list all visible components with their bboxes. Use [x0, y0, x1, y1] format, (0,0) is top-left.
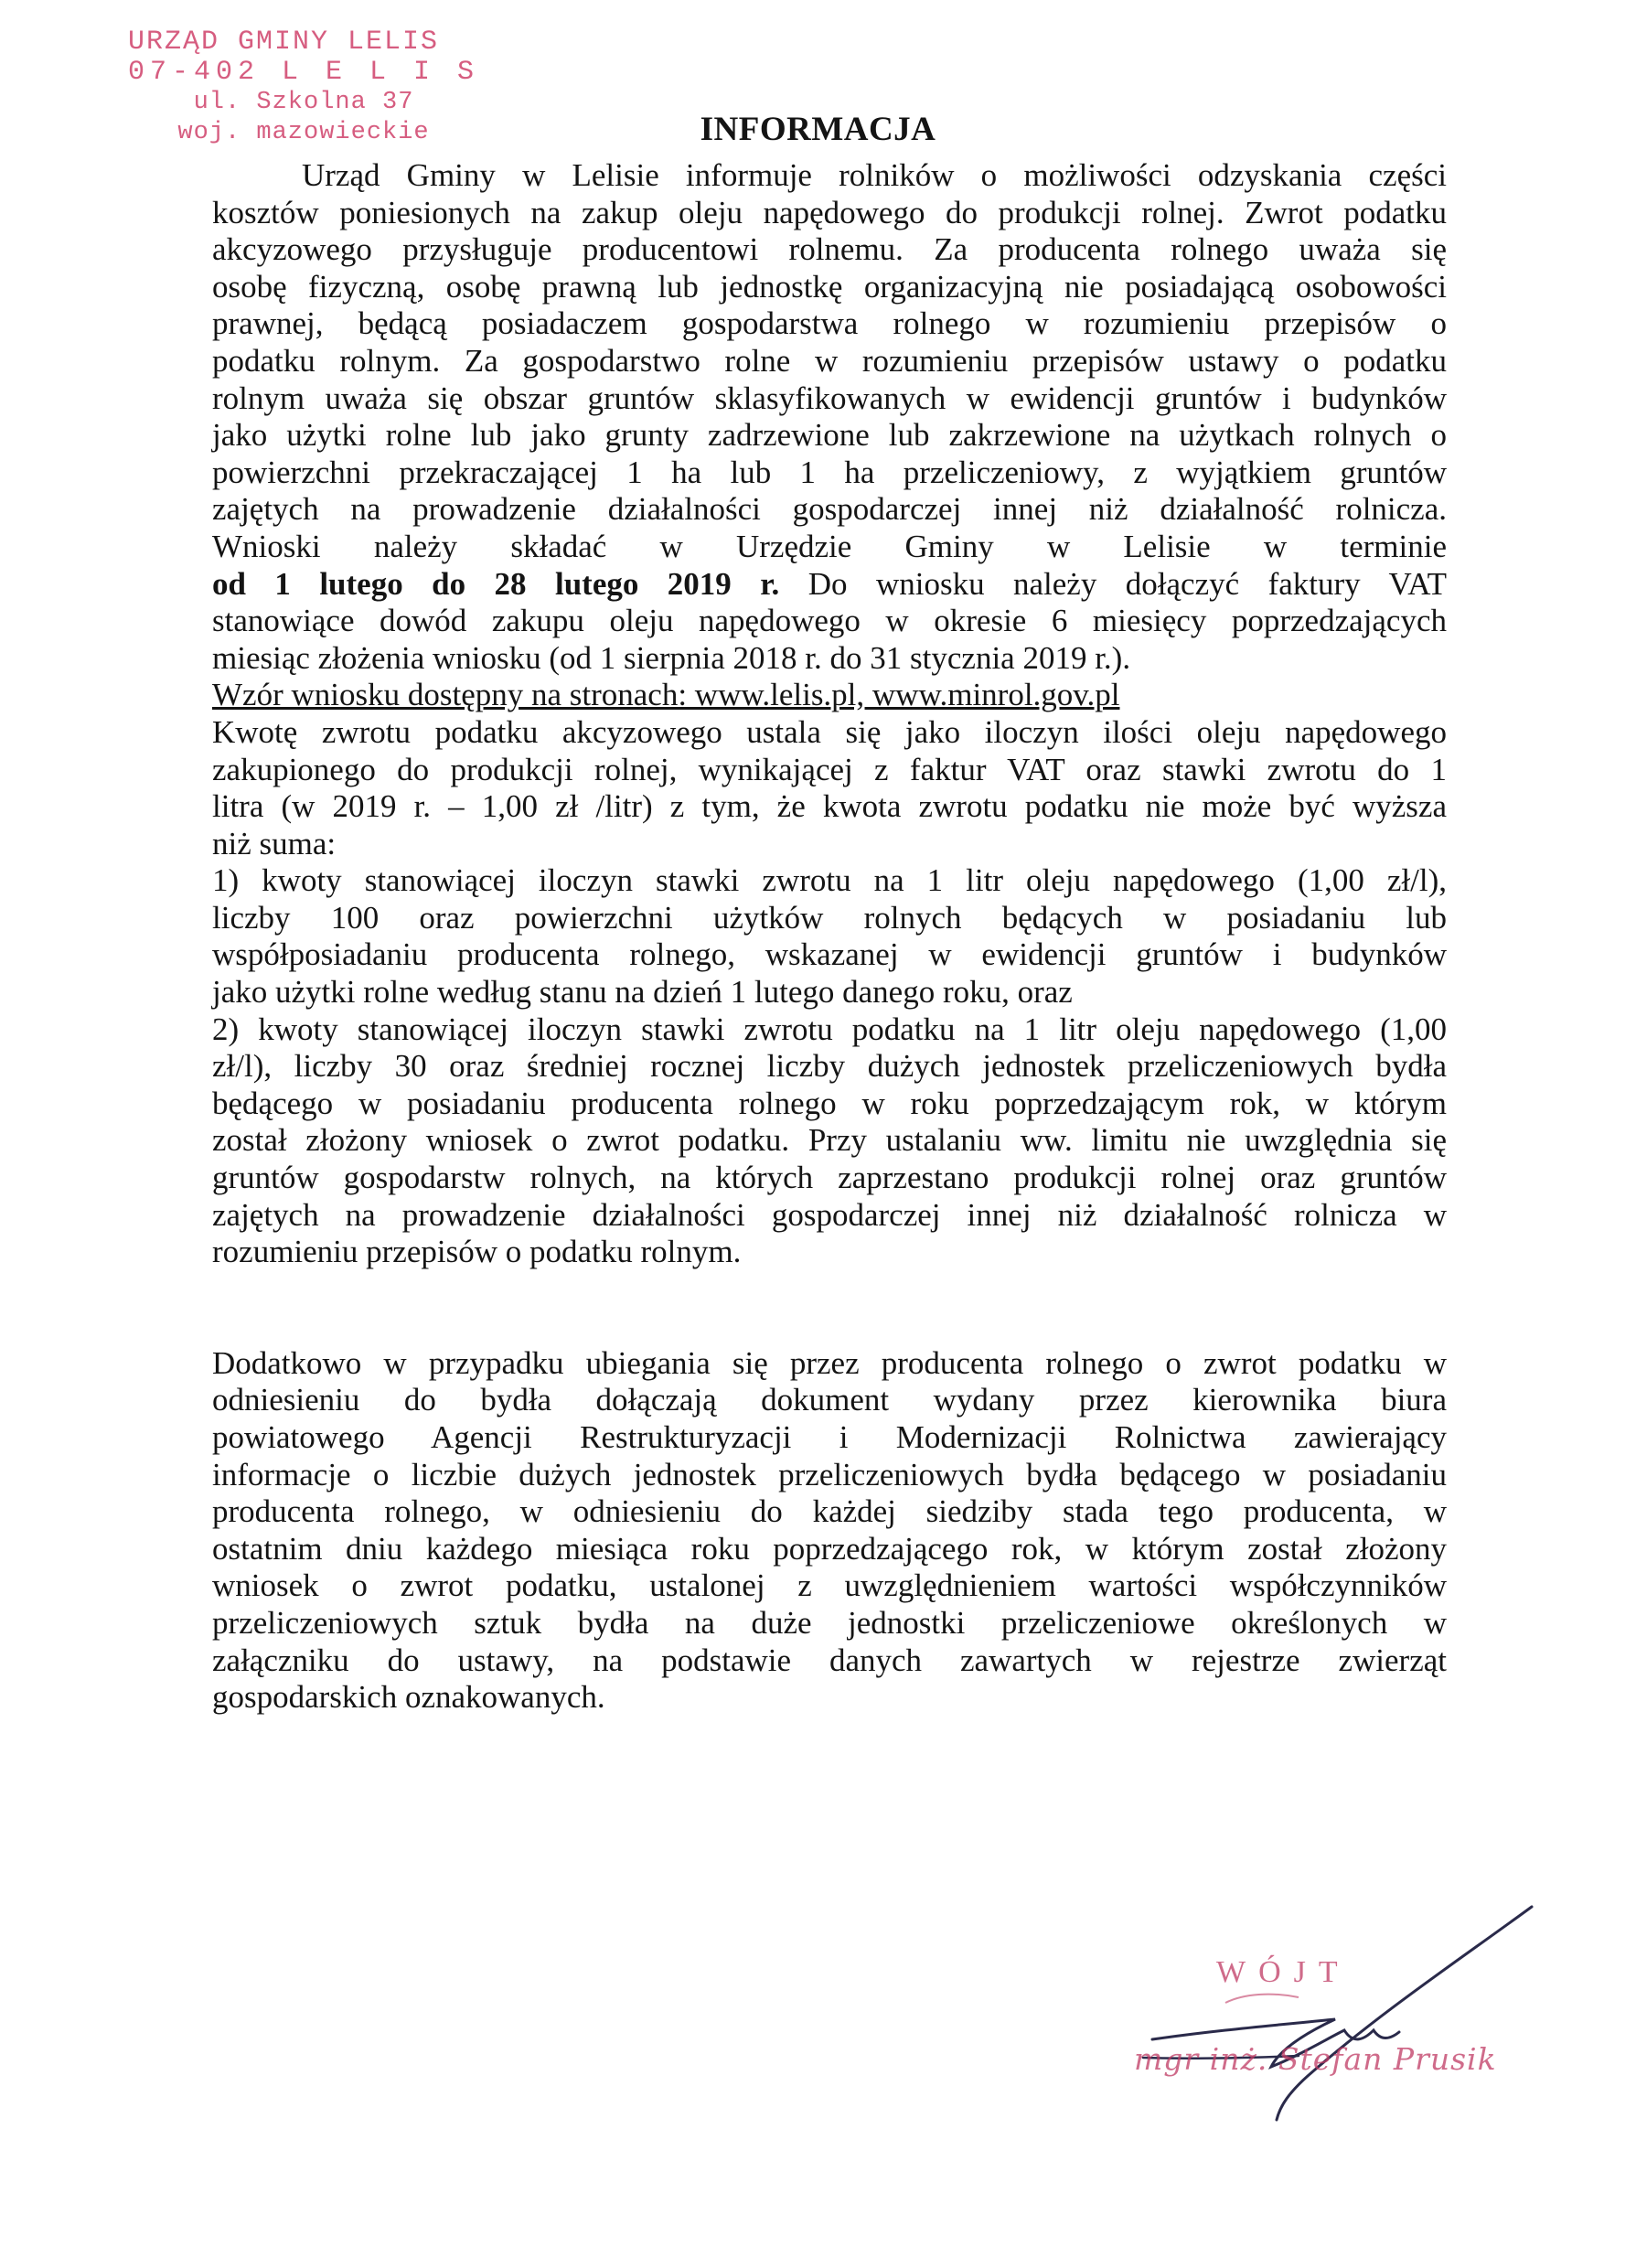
body-line: podatku rolnym. Za gospodarstwo rolne w rozumieniu przepisów ustawy o podatku [212, 342, 1447, 379]
body-line: odniesieniu do bydła dołączają dokument wydany przez kierownika biura [212, 1382, 1447, 1418]
stamp-office-name: URZĄD GMINY LELIS [128, 27, 440, 58]
body-line: zakupionego do produkcji rolnej, wynikającej z faktur VAT oraz stawki zwrotu do 1 [212, 751, 1447, 787]
point-2-line: został złożony wniosek o zwrot podatku. Przy ustalaniu ww. limitu nie uwzględnia się [212, 1122, 1447, 1159]
body-line: Dodatkowo w przypadku ubiegania się przez producenta rolnego o zwrot podatku w [212, 1344, 1447, 1381]
body-line: załączniku do ustawy, na podstawie danych zawartych w rejestrze zwierząt [212, 1642, 1447, 1678]
point-2-line: rozumieniu przepisów o podatku rolnym. [212, 1234, 742, 1270]
body-line: przeliczeniowych sztuk bydła na duże jednostki przeliczeniowe określonych w [212, 1604, 1447, 1641]
body-line: osobę fizyczną, osobę prawną lub jednostkę organizacyjną nie posiadającą osobowości [212, 268, 1447, 305]
form-link[interactable]: Wzór wniosku dostępny na stronach: www.lelis.pl, www.minrol.gov.pl [212, 677, 1120, 713]
deadline-line [212, 566, 1447, 604]
body-line: producenta rolnego, w odniesieniu do każdej siedziby stada tego producenta, w [212, 1493, 1447, 1530]
body-line: powiatowego Agencji Restrukturyzacji i Modernizacji Rolnictwa zawierający [212, 1419, 1447, 1455]
stamp-voivodeship: woj. mazowieckie [177, 119, 430, 146]
deadline-dates: od 1 lutego do 28 lutego 2019 r. [212, 565, 780, 602]
point-2-line: będącego w posiadaniu producenta rolnego w roku poprzedzającym rok, w którym [212, 1085, 1447, 1121]
body-line: niż suma: [212, 825, 337, 861]
body-line: powierzchni przekraczającej 1 ha lub 1 ha przeliczeniowy, z wyjątkiem gruntów [212, 454, 1447, 490]
point-1-line: 1) kwoty stanowiącej iloczyn stawki zwrotu na 1 litr oleju napędowego (1,00 zł/l), [212, 862, 1447, 899]
body-line: ostatnim dniu każdego miesiąca roku poprzedzającego rok, w którym został złożony [212, 1530, 1447, 1567]
body-line: Wnioski należy składać w Urzędzie Gminy w Lelisie w terminie [212, 528, 1447, 564]
body-line: gospodarskich oznakowanych. [212, 1679, 605, 1716]
point-2-line: 2) kwoty stanowiącej iloczyn stawki zwrotu podatku na 1 litr oleju napędowego (1,00 [212, 1011, 1447, 1047]
body-line: wniosek o zwrot podatku, ustalonej z uwzględnieniem wartości współczynników [212, 1567, 1447, 1604]
point-2-line: gruntów gospodarstw rolnych, na których zaprzestano produkcji rolnej oraz gruntów [212, 1160, 1447, 1196]
body-line: zajętych na prowadzenie działalności gospodarczej innej niż działalność rolnicza. [212, 491, 1447, 528]
point-1-line: współposiadaniu producenta rolnego, wskazanej w ewidencji gruntów i budynków [212, 936, 1447, 973]
stamp-street: ul. Szkolna 37 [193, 89, 414, 116]
body-line: Urząd Gminy w Lelisie informuje rolników o możliwości odzyskania części [302, 157, 1447, 193]
point-1-line: jako użytki rolne według stanu na dzień 1 lutego danego roku, oraz [212, 974, 1073, 1011]
body-line: rolnym uważa się obszar gruntów sklasyfikowanych w ewidencji gruntów i budynków [212, 380, 1447, 416]
point-2-line: zł/l), liczby 30 oraz średniej rocznej liczby dużych jednostek przeliczeniowych bydła [212, 1048, 1447, 1085]
paragraph-gap [212, 1271, 1447, 1345]
body-line: jako użytki rolne lub jako grunty zadrzewione lub zakrzewione na użytkach rolnych o [212, 417, 1447, 454]
body-line: stanowiące dowód zakupu oleju napędowego w okresie 6 miesięcy poprzedzających [212, 603, 1447, 639]
signatory-name: mgr inż. Stefan Prusik [1134, 2041, 1497, 2077]
document-title: INFORMACJA [700, 111, 936, 148]
body-line: kosztów poniesionych na zakup oleju napędowego do produkcji rolnej. Zwrot podatku [212, 194, 1447, 230]
handwritten-signature [1116, 1902, 1536, 2122]
deadline-rest: Do wniosku należy dołączyć faktury VAT [779, 565, 1447, 602]
body-line: akcyzowego przysługuje producentowi rolnemu. Za producenta rolnego uważa się [212, 231, 1447, 268]
body-line: miesiąc złożenia wniosku (od 1 sierpnia 2018 r. do 31 stycznia 2019 r.). [212, 639, 1131, 676]
document-body [212, 157, 1447, 1717]
body-line: prawnej, będącą posiadaczem gospodarstwa rolnego w rozumieniu przepisów o [212, 305, 1447, 342]
stamp-postal-code: 07-402 L E L I S [128, 57, 480, 88]
body-line: litra (w 2019 r. – 1,00 zł /litr) z tym, że kwota zwrotu podatku nie może być wyższa [212, 788, 1447, 825]
wojt-stamp: WÓJT [1216, 1955, 1351, 1989]
body-line: Kwotę zwrotu podatku akcyzowego ustala się jako iloczyn ilości oleju napędowego [212, 713, 1447, 750]
point-1-line: liczby 100 oraz powierzchni użytków rolnych będących w posiadaniu lub [212, 899, 1447, 936]
point-2-line: zajętych na prowadzenie działalności gospodarczej innej niż działalność rolnicza w [212, 1196, 1447, 1233]
body-line: informacje o liczbie dużych jednostek przeliczeniowych bydła będącego w posiadaniu [212, 1456, 1447, 1492]
